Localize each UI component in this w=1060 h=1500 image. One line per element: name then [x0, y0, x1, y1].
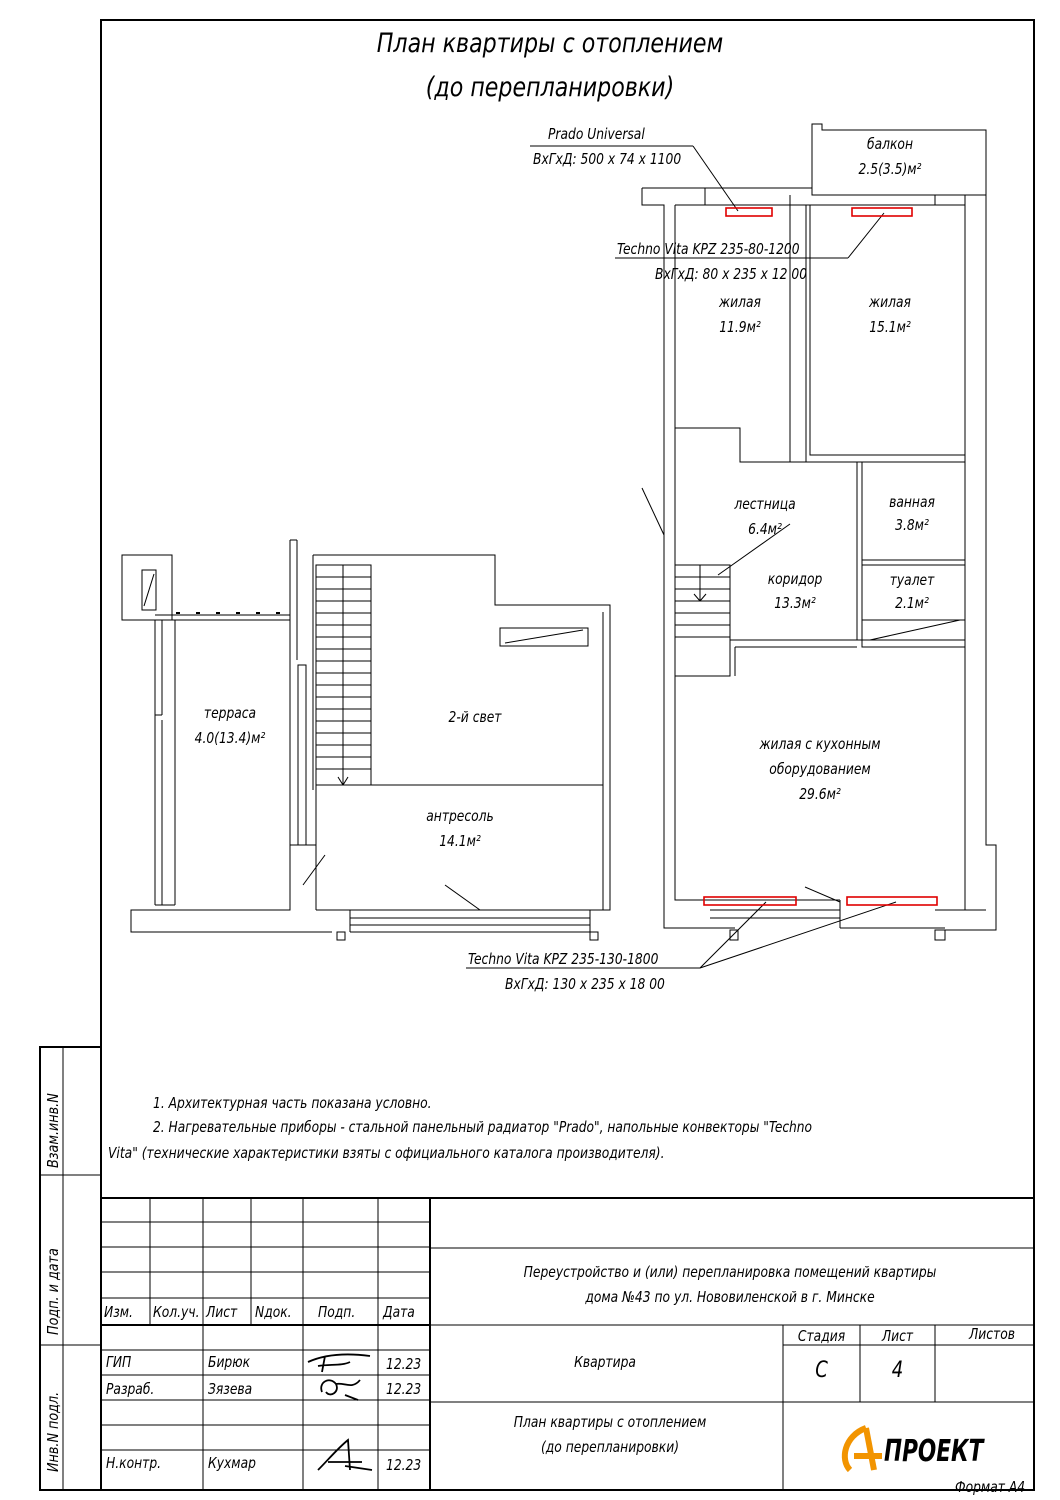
kitchen-line1: жилая с кухонным — [759, 735, 881, 753]
project-line2: дома №43 по ул. Нововиленской в г. Минске — [585, 1288, 875, 1306]
hdr-data: Дата — [383, 1303, 415, 1321]
terrace-name: терраса — [203, 704, 257, 722]
name-nkontr: Кухмар — [208, 1454, 256, 1472]
side-vzam: Взам.инв.N — [44, 1093, 62, 1168]
vita130-dims: ВхГхД: 130 х 235 х 18 00 — [505, 975, 665, 993]
project-line1: Переустройство и (или) перепланировка помещений квартиры — [523, 1263, 937, 1281]
note-1: 1. Архитектурная часть показана условно. — [153, 1094, 432, 1112]
note-2a: 2. Нагревательные приборы - стальной панельный радиатор "Prado", напольные конвекторы "Techno — [153, 1118, 813, 1136]
side-inv: Инв.N подл. — [44, 1391, 62, 1472]
kitchen-line2: оборудованием — [769, 760, 871, 778]
corridor-name: коридор — [767, 570, 823, 588]
date-razrab: 12.23 — [386, 1380, 422, 1398]
prado-label: Prado Universal — [548, 125, 645, 143]
living2-name: жилая — [869, 293, 911, 311]
toilet-name: туалет — [889, 571, 935, 589]
bath-area: 3.8м² — [895, 516, 929, 534]
name-gip: Бирюк — [208, 1353, 251, 1371]
second-light-name: 2-й свет — [448, 708, 502, 726]
living2-area: 15.1м² — [869, 318, 911, 336]
object-name: Квартира — [574, 1353, 636, 1371]
drawing-title-line2: (до перепланировки) — [540, 1438, 679, 1456]
sheet-value: 4 — [891, 1358, 904, 1383]
company-logo — [840, 1420, 1000, 1480]
signature-gip — [308, 1354, 370, 1372]
terrace-area: 4.0(13.4)м² — [194, 729, 266, 747]
toilet-area: 2.1м² — [895, 594, 929, 612]
mezzanine-name: антресоль — [426, 807, 494, 825]
stage-value: С — [815, 1358, 828, 1383]
living1-area: 11.9м² — [719, 318, 761, 336]
mezzanine-area: 14.1м² — [439, 832, 481, 850]
hdr-podp: Подп. — [318, 1303, 356, 1321]
prado-dims: ВхГхД: 500 х 74 х 1100 — [533, 150, 682, 168]
kitchen-area: 29.6м² — [799, 785, 841, 803]
balcony-name: балкон — [867, 135, 913, 153]
logo-text: ПРОЕКТ — [884, 1434, 984, 1469]
hdr-kol: Кол.уч. — [153, 1303, 200, 1321]
bath-name: ванная — [889, 493, 935, 511]
format-label: Формат А4 — [955, 1478, 1026, 1496]
signatures — [308, 1354, 372, 1470]
signature-nkontr — [318, 1440, 372, 1470]
date-nkontr: 12.23 — [386, 1456, 422, 1474]
plan-title-line1: План квартиры с отоплением — [376, 28, 724, 59]
stairs-area: 6.4м² — [748, 520, 782, 538]
plan-title-line2: (до перепланировки) — [425, 72, 675, 103]
balcony-area: 2.5(3.5)м² — [858, 160, 922, 178]
radiator-vita-130-left — [704, 897, 796, 905]
hdr-izm: Изм. — [104, 1303, 133, 1321]
stage-label: Стадия — [797, 1327, 846, 1345]
note-2b: Vita" (технические характеристики взяты с официального каталога производителя). — [108, 1144, 665, 1162]
sheet-label: Лист — [881, 1327, 914, 1345]
role-gip: ГИП — [106, 1353, 132, 1371]
sheets-label: Листов — [969, 1325, 1015, 1343]
side-podp: Подп. и дата — [44, 1248, 62, 1335]
corridor-area: 13.3м² — [774, 594, 816, 612]
hdr-ndok: Nдок. — [255, 1303, 292, 1321]
drawing-title-line1: План квартиры с отоплением — [513, 1413, 707, 1431]
name-razrab: Зязева — [208, 1380, 253, 1398]
date-gip: 12.23 — [386, 1355, 422, 1373]
living1-name: жилая — [719, 293, 761, 311]
vita130-label: Techno Vita KPZ 235-130-1800 — [468, 950, 659, 968]
role-razrab: Разраб. — [106, 1380, 155, 1398]
role-nkontr: Н.контр. — [106, 1454, 162, 1472]
stairs-name: лестница — [734, 495, 796, 513]
hdr-list: Лист — [206, 1303, 238, 1321]
vita80-dims: ВхГхД: 80 х 235 х 12 00 — [655, 265, 808, 283]
vita80-label: Techno Vita KPZ 235-80-1200 — [617, 240, 800, 258]
radiator-prado — [726, 208, 772, 216]
signature-razrab — [321, 1380, 360, 1400]
